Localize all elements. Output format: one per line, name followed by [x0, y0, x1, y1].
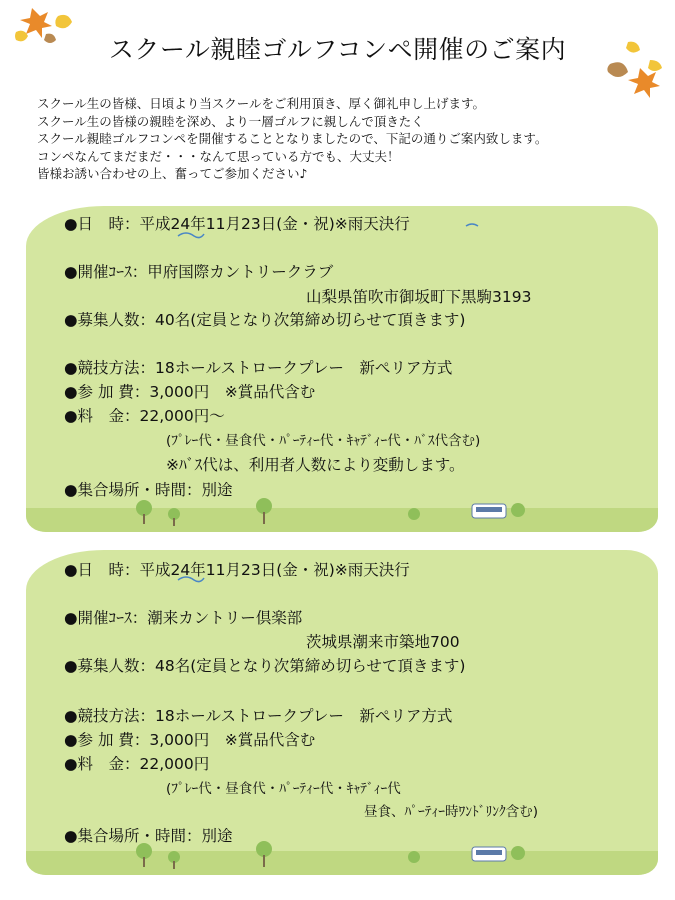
- event-price-row: [64, 754, 209, 774]
- event-capacity-label: ●募集人数：: [64, 657, 156, 675]
- intro-text: [37, 95, 657, 183]
- event-course-row: [64, 608, 302, 628]
- event-capacity-label: ●募集人数：: [64, 311, 156, 329]
- page-title: スクール親睦ゴルフコンペ開催のご案内: [108, 35, 567, 64]
- event-fee-label: ●参 加 費：: [64, 383, 150, 401]
- event-date-label: ●日 時：: [64, 215, 140, 233]
- event-capacity-value: 48名(定員となり次第締め切らせて頂きます): [155, 657, 466, 675]
- intro-line: スクール生の皆様、日頃より当スクールをご利用頂き、厚く御礼申し上げます。: [37, 96, 486, 111]
- event-address: 山梨県笛吹市御坂町下黒駒3193: [306, 288, 532, 306]
- event-date-value: 平成24年11月23日(金・祝)※雨天決行: [139, 561, 410, 579]
- event-price-label: ●料 金：: [64, 407, 140, 425]
- event-method-label: ●競技方法：: [64, 707, 156, 725]
- event-fee-label: ●参 加 費：: [64, 731, 150, 749]
- event-fee-row: [64, 382, 315, 402]
- intro-line: スクール生の皆様の親睦を深め、より一層ゴルフに親しんで頂きたく: [37, 113, 424, 129]
- event-price-row: [64, 406, 225, 426]
- event-meeting-label: ●集合場所・時間：: [64, 827, 202, 845]
- event-meeting-label: ●集合場所・時間：: [64, 481, 202, 499]
- event-price-note: ※ﾊﾞｽ代は、利用者人数により変動します。: [166, 456, 465, 474]
- event-course-row: [64, 262, 333, 282]
- event-panel-1: [26, 206, 658, 532]
- event-fee-value: 3,000円 ※賞品代含む: [149, 383, 316, 401]
- event-meeting-value: 別途: [201, 827, 233, 845]
- event-method-row: [64, 358, 452, 378]
- event-date-label: ●日 時：: [64, 561, 140, 579]
- event-price-value: 22,000円: [139, 755, 210, 773]
- event-price-note: (ﾌﾟﾚｰ代・昼食代・ﾊﾟｰﾃｨｰ代・ｷｬﾃﾞｨｰ代: [166, 781, 401, 797]
- event-course-value: 潮来カントリー倶楽部: [147, 609, 303, 627]
- event-address: 茨城県潮来市築地700: [306, 633, 460, 651]
- event-course-label: ●開催ｺｰｽ：: [64, 609, 148, 627]
- event-meeting-row: [64, 826, 233, 846]
- event-meeting-row: [64, 480, 233, 500]
- event-capacity-row: [64, 310, 465, 330]
- event-method-value: 18ホールストロークプレー 新ぺリア方式: [155, 707, 453, 725]
- event-method-label: ●競技方法：: [64, 359, 156, 377]
- event-capacity-value: 40名(定員となり次第締め切らせて頂きます): [155, 311, 466, 329]
- event-price-value: 22,000円～: [139, 407, 225, 425]
- event-fee-value: 3,000円 ※賞品代含む: [149, 731, 316, 749]
- intro-line: スクール親睦ゴルフコンペを開催することとなりましたので、下記の通りご案内致します。: [37, 131, 548, 146]
- event-price-note: 昼食、ﾊﾟｰﾃｨｰ時ﾜﾝﾄﾞﾘﾝｸ含む): [364, 804, 539, 820]
- intro-line: コンペなんてまだまだ・・・なんて思っている方でも、大丈夫！: [37, 148, 400, 164]
- event-method-row: [64, 706, 452, 726]
- event-capacity-row: [64, 656, 465, 676]
- event-date-row: [64, 560, 410, 580]
- event-date-row: [64, 214, 410, 234]
- event-course-value: 甲府国際カントリークラブ: [147, 263, 334, 281]
- event-price-note: (ﾌﾟﾚｰ代・昼食代・ﾊﾟｰﾃｨｰ代・ｷｬﾃﾞｨｰ代・ﾊﾞｽ代含む): [166, 433, 481, 449]
- intro-line: 皆様お誘い合わせの上、奮ってご参加ください♪: [37, 166, 308, 181]
- swirl-decoration-icon: [464, 220, 484, 230]
- event-price-label: ●料 金：: [64, 755, 140, 773]
- event-course-label: ●開催ｺｰｽ：: [64, 263, 148, 281]
- event-panel-2: [26, 550, 658, 875]
- event-method-value: 18ホールストロークプレー 新ぺリア方式: [155, 359, 453, 377]
- event-meeting-value: 別途: [201, 481, 233, 499]
- event-fee-row: [64, 730, 315, 750]
- event-date-value: 平成24年11月23日(金・祝)※雨天決行: [139, 215, 410, 233]
